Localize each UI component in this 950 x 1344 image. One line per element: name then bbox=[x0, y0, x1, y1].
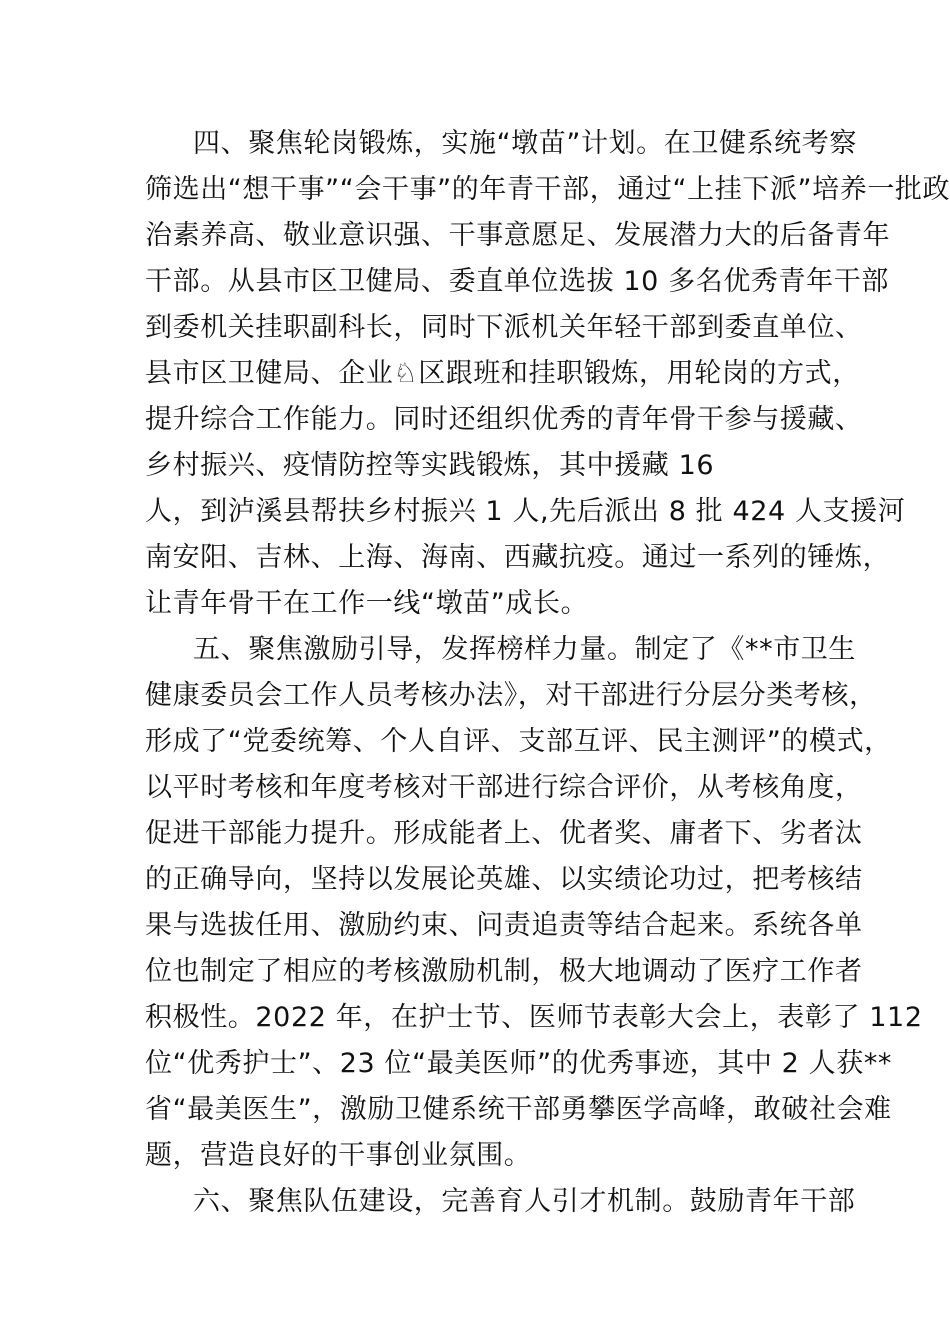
paragraph-5-line-3: 形成了“党委统筹、个人自评、支部互评、民主测评”的模式， bbox=[145, 726, 892, 757]
paragraph-4-line-3: 治素养高、敬业意识强、干事意愿足、发展潜力大的后备青年 bbox=[145, 220, 891, 251]
paragraph-5-line-12: 题，营造良好的干事创业氛围。 bbox=[145, 1140, 532, 1171]
paragraph-4-line-6: 县市区卫健局、企业♘区跟班和挂职锻炼，用轮岗的方式， bbox=[145, 358, 860, 389]
paragraph-5-line-6: 的正确导向，坚持以发展论英雄、以实绩论功过，把考核结 bbox=[145, 864, 863, 895]
paragraph-4-line-2: 筛选出“想干事”“会干事”的年青干部，通过“上挂下派”培养一批政 bbox=[145, 174, 950, 205]
paragraph-5-line-2: 健康委员会工作人员考核办法》，对干部进行分层分类考核， bbox=[145, 680, 877, 711]
paragraph-5-line-10: 位“优秀护士”、23 位“最美医师”的优秀事迹，其中 2 人获** bbox=[145, 1048, 893, 1079]
paragraph-4-line-9: 人，到泸溪县帮扶乡村振兴 1 人,先后派出 8 批 424 人支援河 bbox=[145, 496, 906, 527]
paragraph-5-line-1: 五、聚焦激励引导，发挥榜样力量。制定了《**市卫生 bbox=[193, 634, 856, 665]
paragraph-5-line-7: 果与选拔任用、激励约束、问责追责等结合起来。系统各单 bbox=[145, 910, 863, 941]
paragraph-4-line-10: 南安阳、吉林、上海、海南、西藏抗疫。通过一系列的锤炼， bbox=[145, 542, 891, 573]
paragraph-4-line-7: 提升综合工作能力。同时还组织优秀的青年骨干参与援藏、 bbox=[145, 404, 863, 435]
paragraph-5-line-11: 省“最美医生”，激励卫健系统干部勇攀医学高峰，敢破社会难 bbox=[145, 1094, 892, 1125]
paragraph-4-line-4: 干部。从县市区卫健局、委直单位选拔 10 多名优秀青年干部 bbox=[145, 266, 889, 297]
paragraph-5-line-9: 积极性。2022 年，在护士节、医师节表彰大会上，表彰了 112 bbox=[145, 1002, 923, 1033]
paragraph-4-line-11: 让青年骨干在工作一线“墩苗”成长。 bbox=[145, 588, 589, 619]
paragraph-5-line-5: 促进干部能力提升。形成能者上、优者奖、庸者下、劣者汰 bbox=[145, 818, 863, 849]
paragraph-4-line-5: 到委机关挂职副科长，同时下派机关年轻干部到委直单位、 bbox=[145, 312, 863, 343]
paragraph-5-line-4: 以平时考核和年度考核对干部进行综合评价，从考核角度， bbox=[145, 772, 863, 803]
paragraph-6-line-1: 六、聚焦队伍建设，完善育人引才机制。鼓励青年干部 bbox=[193, 1186, 856, 1217]
paragraph-4-line-8: 乡村振兴、疫情防控等实践锻炼，其中援藏 16 bbox=[145, 450, 715, 481]
paragraph-5-line-8: 位也制定了相应的考核激励机制，极大地调动了医疗工作者 bbox=[145, 956, 863, 987]
paragraph-4-line-1: 四、聚焦轮岗锻炼，实施“墩苗”计划。在卫健系统考察 bbox=[193, 128, 857, 159]
